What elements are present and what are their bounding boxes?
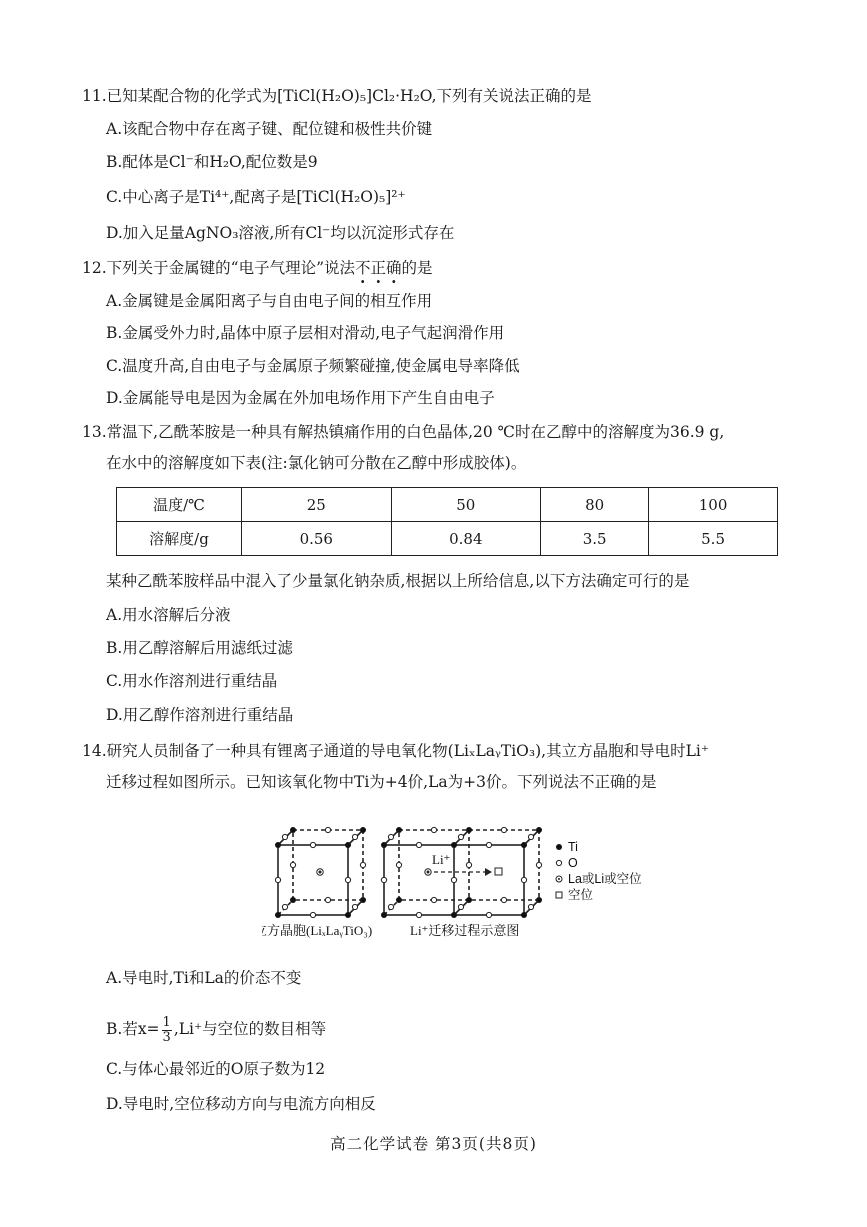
q14-option-d: D.导电时,空位移动方向与电流方向相反	[106, 1095, 376, 1113]
q13-option-b: B.用乙醇溶解后用滤纸过滤	[106, 639, 293, 657]
crystal-figure	[262, 820, 692, 945]
q14-option-c: C.与体心最邻近的O原子数为12	[106, 1060, 326, 1078]
table-row	[117, 522, 778, 556]
q14-option-b-pre: B.若x=	[106, 1020, 160, 1038]
q11-option-b: B.配体是Cl⁻和H₂O,配位数是9	[106, 153, 318, 171]
q13-option-c: C.用水作溶剂进行重结晶	[106, 672, 278, 690]
q14-stem-line1: 14.研究人员制备了一种具有锂离子通道的导电氧化物(LiₓLaᵧTiO₃),其立方晶胞和导电时Li⁺	[82, 742, 710, 760]
q13-option-d: D.用乙醇作溶剂进行重结晶	[106, 706, 294, 724]
fraction-numerator: 1	[162, 1014, 171, 1030]
legend-ti: Ti	[568, 840, 578, 854]
table-cell: 50	[391, 488, 541, 522]
q12-stem-post: 的是	[401, 259, 433, 277]
emphasis-char: 不	[355, 259, 371, 277]
fraction	[162, 1016, 172, 1045]
crystal-diagram	[262, 820, 692, 945]
q12-stem-emphasis	[355, 259, 402, 277]
page-footer: 高二化学试卷 第3页(共8页)	[330, 1135, 537, 1153]
q12-stem-pre: 12.下列关于金属键的“电子气理论”说法	[82, 259, 355, 277]
table-cell: 25	[242, 488, 392, 522]
emphasis-char: 正	[370, 259, 387, 277]
q13-stem-line1: 13.常温下,乙酰苯胺是一种具有解热镇痛作用的白色晶体,20 ℃时在乙醇中的溶解度为36.9 g,	[82, 423, 725, 441]
table-cell: 5.5	[649, 522, 778, 556]
table-cell: 80	[541, 488, 649, 522]
caption-right: Li⁺迁移过程示意图	[410, 923, 520, 938]
q14-option-a: A.导电时,Ti和La的价态不变	[106, 969, 302, 987]
table-cell: 0.84	[391, 522, 541, 556]
q12-option-c: C.温度升高,自由电子与金属原子频繁碰撞,使金属电导率降低	[106, 357, 520, 375]
q13-stem-line3: 某种乙酰苯胺样品中混入了少量氯化钠杂质,根据以上所给信息,以下方法确定可行的是	[106, 572, 690, 590]
legend-vacancy: 空位	[568, 888, 594, 902]
table-row	[117, 488, 778, 522]
fraction-denominator: 3	[162, 1029, 171, 1045]
q12-option-d: D.金属能导电是因为金属在外加电场作用下产生自由电子	[106, 389, 495, 407]
q14-stem-line2: 迁移过程如图所示。已知该氧化物中Ti为+4价,La为+3价。下列说法不正确的是	[106, 773, 657, 791]
q13-option-a: A.用水溶解后分液	[106, 606, 231, 624]
q11-option-a: A.该配合物中存在离子键、配位键和极性共价键	[106, 120, 433, 138]
emphasis-char: 确	[386, 259, 402, 277]
legend-o: O	[568, 856, 578, 870]
q14-option-b-post: ,Li⁺与空位的数目相等	[173, 1020, 327, 1038]
q12-stem	[82, 257, 433, 279]
table-cell: 0.56	[242, 522, 392, 556]
table-cell: 温度/℃	[117, 488, 242, 522]
table-cell: 3.5	[541, 522, 649, 556]
caption-left: 立方晶胞(LiₓLaᵧTiO₃)	[262, 923, 373, 938]
table-cell: 100	[649, 488, 778, 522]
q12-option-a: A.金属键是金属阳离子与自由电子间的相互作用	[106, 292, 433, 310]
solubility-table	[116, 487, 778, 556]
q11-stem: 11.已知某配合物的化学式为[TiCl(H₂O)₅]Cl₂·H₂O,下列有关说法正确的是	[82, 87, 592, 105]
q11-option-d: D.加入足量AgNO₃溶液,所有Cl⁻均以沉淀形式存在	[106, 224, 455, 242]
q12-option-b: B.金属受外力时,晶体中原子层相对滑动,电子气起润滑作用	[106, 324, 505, 342]
legend-la-li-vacancy: La或Li或空位	[568, 872, 642, 886]
li-ion-label: Li⁺	[432, 852, 451, 867]
q14-option-b	[106, 1014, 326, 1045]
q13-stem-line2: 在水中的溶解度如下表(注:氯化钠可分散在乙醇中形成胶体)。	[106, 454, 527, 472]
table-cell: 溶解度/g	[117, 522, 242, 556]
q11-option-c: C.中心离子是Ti⁴⁺,配离子是[TiCl(H₂O)₅]²⁺	[106, 188, 406, 206]
